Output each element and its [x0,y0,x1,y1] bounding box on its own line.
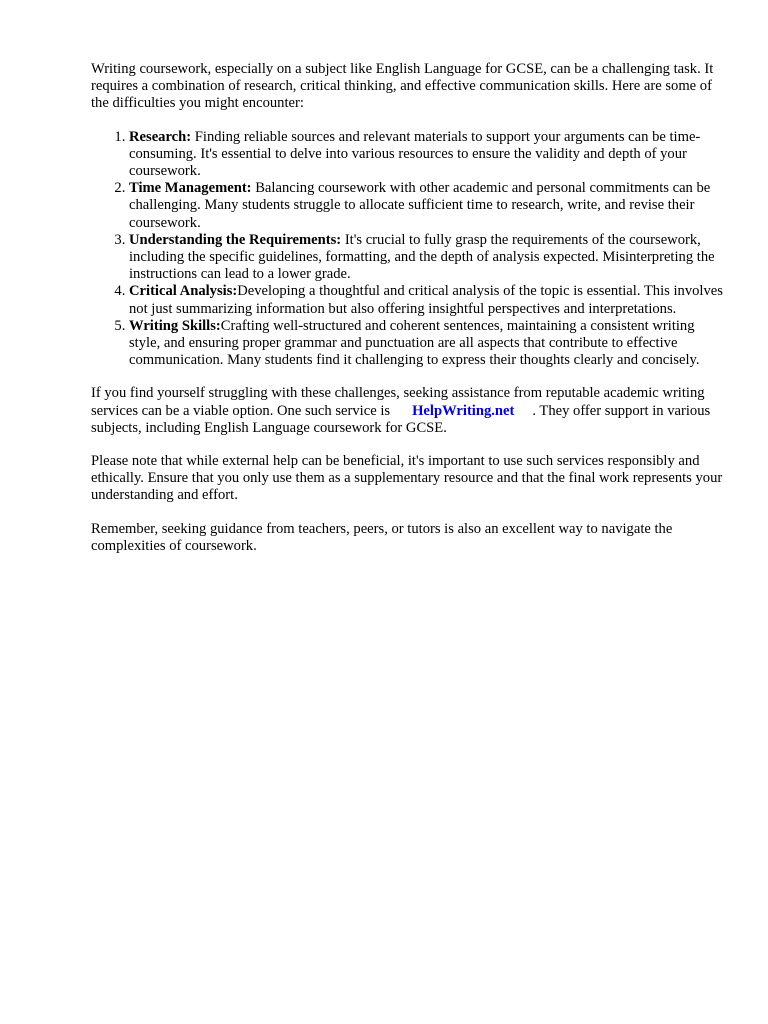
help-paragraph [91,385,727,437]
list-item-term: Research: [129,128,192,145]
list-item-text: Developing a thoughtful and critical analysis of the topic is essential. This involves not just summarizing information but also offering insightful perspectives and interpretations. [129,283,723,317]
list-item-writing-skills [129,318,727,370]
list-item-text: Balancing coursework with other academic and personal commitments can be challenging. Many students struggle to allocate sufficient time to research, write, and revise their coursework. [129,180,711,231]
list-item-term: Time Management: [129,180,252,197]
intro-paragraph: Writing coursework, especially on a subject like English Language for GCSE, can be a challenging task. It requires a combination of research, critical thinking, and effective communication skills. Here are some of the difficulties you might encounter: [91,61,714,112]
list-item-time-management [129,180,727,232]
list-item-research [129,129,727,181]
helpwriting-link[interactable]: HelpWriting.net [412,402,515,419]
list-item-text: Crafting well-structured and coherent sentences, maintaining a consistent writing style, and ensuring proper grammar and punctuation are all aspects that contribute to effective communication. Many students find it challenging to express their thoughts clearly and concisely. [129,317,700,369]
difficulties-list [91,129,727,370]
list-item-term: Writing Skills: [129,317,221,334]
list-item-text: It's crucial to fully grasp the requirements of the coursework, including the specific guidelines, formatting, and the depth of analysis expected. Misinterpreting the instructions can lead to a lower grade. [129,231,715,283]
list-item-term: Understanding the Requirements: [129,231,342,248]
help-paragraph-before: If you find yourself struggling with these challenges, seeking assistance from reputable academic writing services can be a viable option. One such service is [91,385,705,419]
list-item-understanding-requirements [129,232,727,284]
list-item-term: Critical Analysis: [129,283,238,300]
list-item-critical-analysis [129,283,727,317]
help-paragraph-after: . They offer support in various subjects, including English Language coursework for GCSE. [91,402,711,436]
note-paragraph: Please note that while external help can be beneficial, it's important to use such services responsibly and ethically. Ensure that you only use them as a supplementary resource and that the final work represents your understanding and effort. [91,453,723,504]
closing-paragraph: Remember, seeking guidance from teachers, peers, or tutors is also an excellent way to navigate the complexities of coursework. [91,520,673,554]
document-page [91,61,727,571]
list-item-text: Finding reliable sources and relevant materials to support your arguments can be time-consuming. It's essential to delve into various resources to ensure the validity and depth of your coursework. [129,128,701,180]
